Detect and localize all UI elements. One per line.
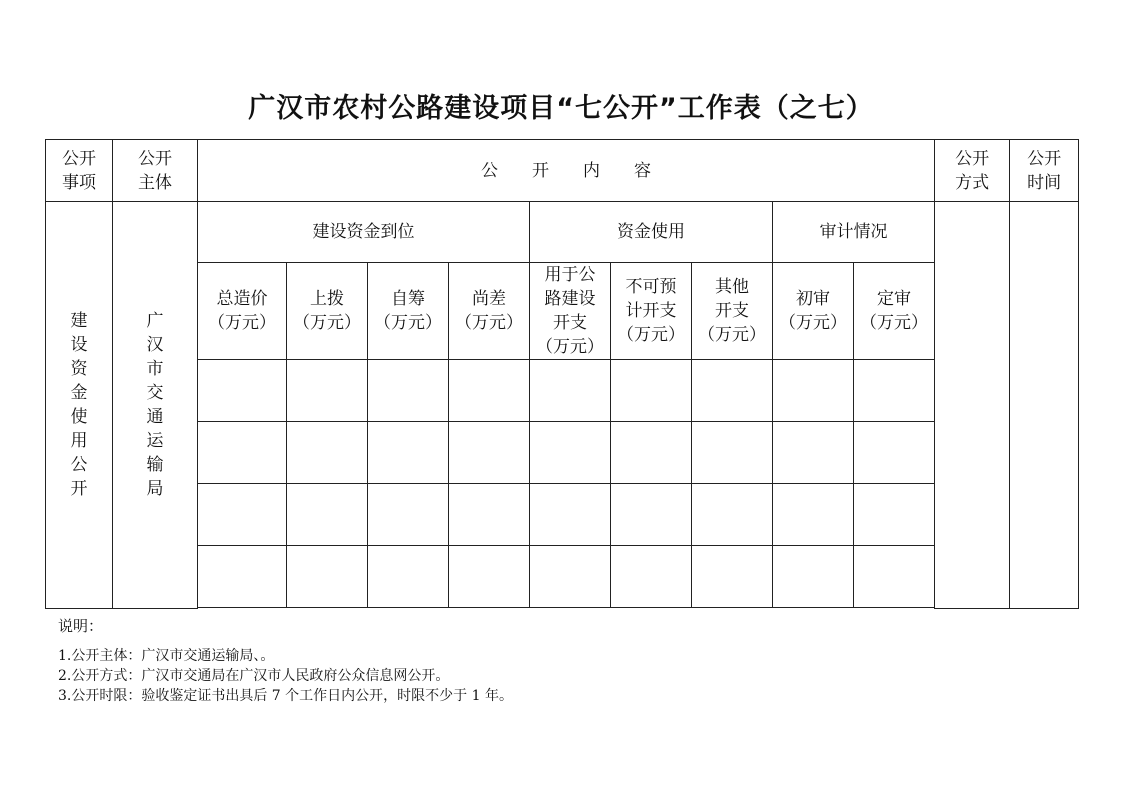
table-row — [46, 484, 1079, 546]
data-cell[interactable] — [198, 484, 287, 546]
data-cell[interactable] — [530, 546, 611, 608]
table-row — [46, 360, 1079, 422]
data-cell[interactable] — [773, 422, 854, 484]
data-cell[interactable] — [692, 422, 773, 484]
header-item: 公开 事项 — [46, 140, 113, 202]
data-cell[interactable] — [530, 484, 611, 546]
data-cell[interactable] — [287, 422, 368, 484]
subcol-total-cost: 总造价 （万元） — [198, 263, 287, 360]
page-title: 广汉市农村公路建设项目“七公开”工作表（之七） — [248, 93, 874, 124]
row-item-label: 建 设 资 金 使 用 公 开 — [46, 202, 113, 609]
disclosure-table — [45, 139, 1079, 609]
data-cell[interactable] — [449, 484, 530, 546]
group-usage: 资金使用 — [530, 202, 773, 263]
subcol-self-raised: 自筹 （万元） — [368, 263, 449, 360]
notes-heading: 说明： — [58, 617, 104, 635]
data-cell[interactable] — [449, 546, 530, 608]
data-cell[interactable] — [287, 484, 368, 546]
data-cell[interactable] — [611, 546, 692, 608]
header-time: 公开 时间 — [1010, 140, 1079, 202]
data-cell[interactable] — [773, 484, 854, 546]
data-cell[interactable] — [368, 546, 449, 608]
data-cell[interactable] — [611, 484, 692, 546]
group-funding: 建设资金到位 — [198, 202, 530, 263]
data-cell[interactable] — [530, 360, 611, 422]
note-line: 2.公开方式：广汉市交通局在广汉市人民政府公众信息网公开。 — [58, 668, 450, 684]
data-cell[interactable] — [287, 360, 368, 422]
header-subject: 公开 主体 — [113, 140, 198, 202]
subcol-unforeseen: 不可预 计开支 （万元） — [611, 263, 692, 360]
data-cell[interactable] — [368, 484, 449, 546]
row-subject-label: 广 汉 市 交 通 运 输 局 — [113, 202, 198, 609]
header-method: 公开 方式 — [935, 140, 1010, 202]
note-line: 3.公开时限：验收鉴定证书出具后 7 个工作日内公开，时限不少于 1 年。 — [58, 688, 513, 704]
subcol-preliminary-audit: 初审 （万元） — [773, 263, 854, 360]
subcol-shortfall: 尚差 （万元） — [449, 263, 530, 360]
data-cell[interactable] — [198, 360, 287, 422]
time-cell — [1010, 202, 1079, 609]
subcol-road-construction: 用于公 路建设 开支 （万元） — [530, 263, 611, 360]
data-cell[interactable] — [198, 546, 287, 608]
data-cell[interactable] — [449, 360, 530, 422]
group-audit: 审计情况 — [773, 202, 935, 263]
header-content: 公开内容 — [198, 140, 935, 202]
subcol-final-audit: 定审 （万元） — [854, 263, 935, 360]
subcol-allocated: 上拨 （万元） — [287, 263, 368, 360]
method-cell — [935, 202, 1010, 609]
data-cell[interactable] — [611, 422, 692, 484]
notes — [58, 616, 513, 706]
data-cell[interactable] — [198, 422, 287, 484]
data-cell[interactable] — [854, 546, 935, 608]
table-row — [46, 546, 1079, 608]
data-cell[interactable] — [773, 546, 854, 608]
data-cell[interactable] — [530, 422, 611, 484]
data-cell[interactable] — [368, 422, 449, 484]
data-cell[interactable] — [692, 546, 773, 608]
data-cell[interactable] — [449, 422, 530, 484]
data-cell[interactable] — [773, 360, 854, 422]
data-cell[interactable] — [611, 360, 692, 422]
data-cell[interactable] — [854, 484, 935, 546]
data-cell[interactable] — [692, 360, 773, 422]
data-cell[interactable] — [854, 422, 935, 484]
note-line: 1.公开主体：广汉市交通运输局、。 — [58, 648, 275, 664]
data-cell[interactable] — [368, 360, 449, 422]
data-cell[interactable] — [854, 360, 935, 422]
subcol-other: 其他 开支 （万元） — [692, 263, 773, 360]
data-cell[interactable] — [692, 484, 773, 546]
table-row — [46, 422, 1079, 484]
data-cell[interactable] — [287, 546, 368, 608]
